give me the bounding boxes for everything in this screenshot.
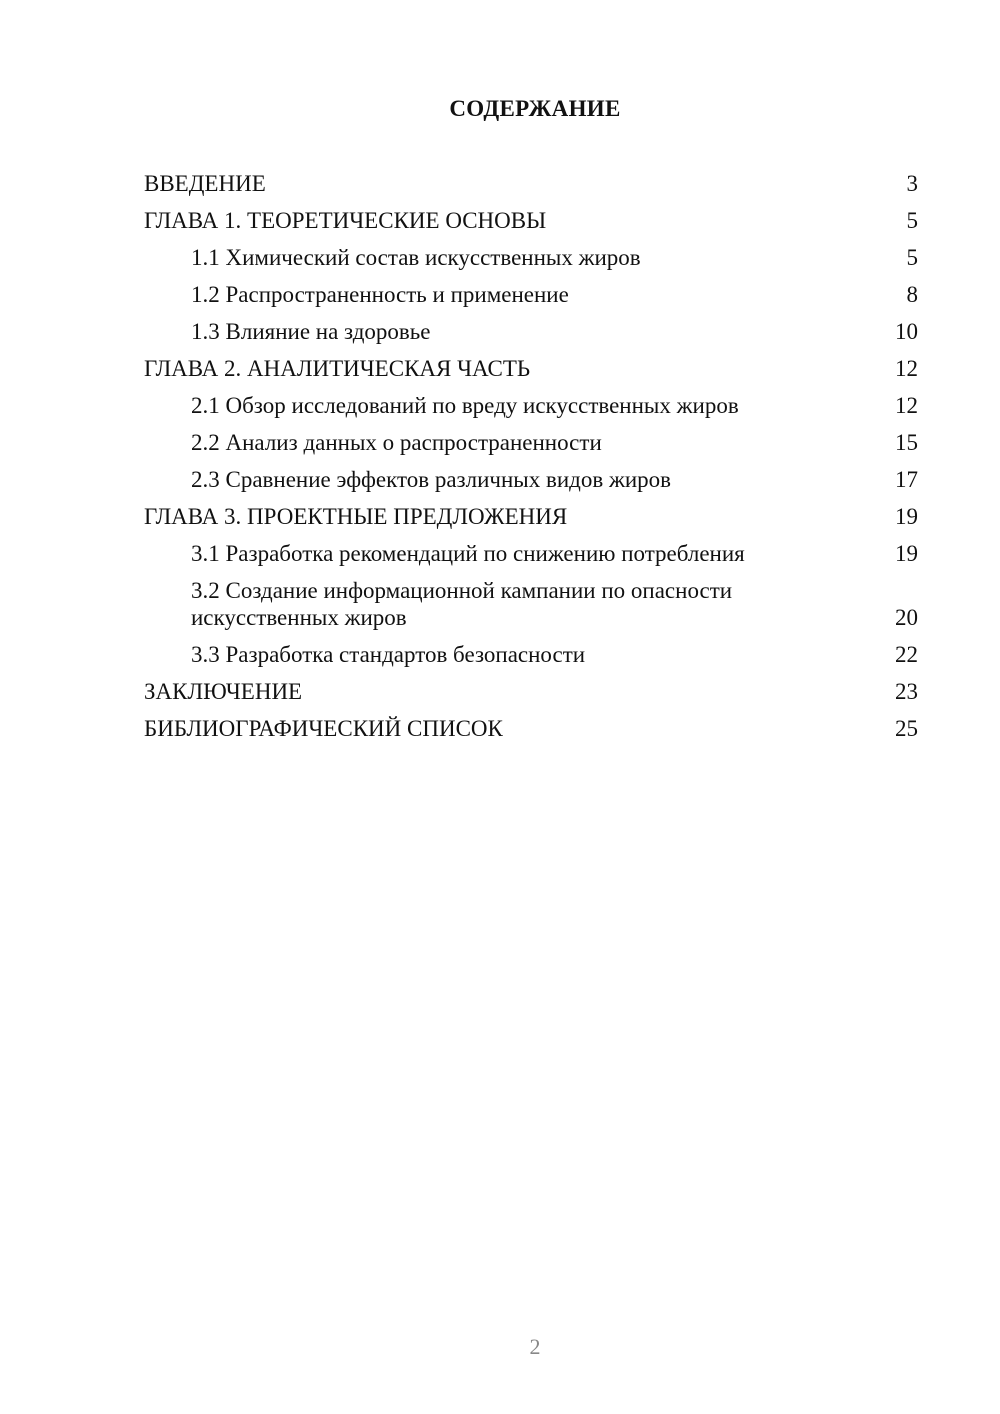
toc-entry-label: 3.3 Разработка стандартов безопасности [191, 642, 586, 667]
toc-entry-3-1[interactable] [144, 540, 918, 567]
toc-entry-page: 5 [906, 208, 918, 233]
toc-entry-label: 2.1 Обзор исследований по вреду искусственных жиров [191, 393, 739, 418]
toc-entry-label: 2.3 Сравнение эффектов различных видов жиров [191, 467, 672, 492]
toc-entry-page: 12 [895, 393, 918, 418]
toc-entry-label: 1.1 Химический состав искусственных жиров [191, 245, 641, 270]
toc-entry-2-3[interactable] [144, 466, 918, 493]
toc-entry-1-3[interactable] [144, 318, 918, 345]
toc-entry-2-2[interactable] [144, 429, 918, 456]
toc-entry-label: ЗАКЛЮЧЕНИЕ [144, 679, 303, 704]
toc-entry-label: ГЛАВА 3. ПРОЕКТНЫЕ ПРЕДЛОЖЕНИЯ [144, 504, 568, 529]
toc-entry-page: 19 [895, 504, 918, 529]
toc-entry-page: 8 [906, 282, 918, 307]
toc-entry-label: ВВЕДЕНИЕ [144, 171, 266, 196]
toc-entry-chapter-2[interactable] [144, 355, 918, 382]
toc-entry-page: 23 [895, 679, 918, 704]
toc-entry-page: 10 [895, 319, 918, 344]
toc-entry-label: ГЛАВА 2. АНАЛИТИЧЕСКАЯ ЧАСТЬ [144, 356, 531, 381]
toc-entry-chapter-1[interactable] [144, 207, 918, 234]
toc-entry-label: 3.1 Разработка рекомендаций по снижению потребления [191, 541, 745, 566]
toc-entry-page: 12 [895, 356, 918, 381]
toc-entry-page: 19 [895, 541, 918, 566]
toc-entry-chapter-3[interactable] [144, 503, 918, 530]
toc-entry-page: 17 [895, 467, 918, 492]
table-of-contents [144, 170, 918, 752]
toc-entry-label: 3.2 Создание информационной кампании по опасности искусственных жиров [191, 578, 733, 630]
toc-entry-label: 1.2 Распространенность и применение [191, 282, 569, 307]
page-title: СОДЕРЖАНИЕ [449, 96, 621, 121]
toc-entry-page: 3 [906, 171, 918, 196]
toc-entry-introduction[interactable] [144, 170, 918, 197]
toc-entry-page: 15 [895, 430, 918, 455]
toc-entry-bibliography[interactable] [144, 715, 918, 742]
toc-entry-1-1[interactable] [144, 244, 918, 271]
toc-entry-label: ГЛАВА 1. ТЕОРЕТИЧЕСКИЕ ОСНОВЫ [144, 208, 547, 233]
toc-entry-page: 5 [906, 245, 918, 270]
toc-entry-page: 20 [895, 605, 918, 630]
toc-entry-label: 1.3 Влияние на здоровье [191, 319, 431, 344]
toc-entry-label: 2.2 Анализ данных о распространенности [191, 430, 602, 455]
page-number: 2 [529, 1334, 541, 1359]
toc-entry-label: БИБЛИОГРАФИЧЕСКИЙ СПИСОК [144, 716, 503, 741]
toc-entry-3-2[interactable] [144, 577, 918, 631]
toc-entry-2-1[interactable] [144, 392, 918, 419]
toc-entry-3-3[interactable] [144, 641, 918, 668]
toc-entry-1-2[interactable] [144, 281, 918, 308]
toc-entry-conclusion[interactable] [144, 678, 918, 705]
toc-entry-page: 22 [895, 642, 918, 667]
toc-entry-page: 25 [895, 716, 918, 741]
